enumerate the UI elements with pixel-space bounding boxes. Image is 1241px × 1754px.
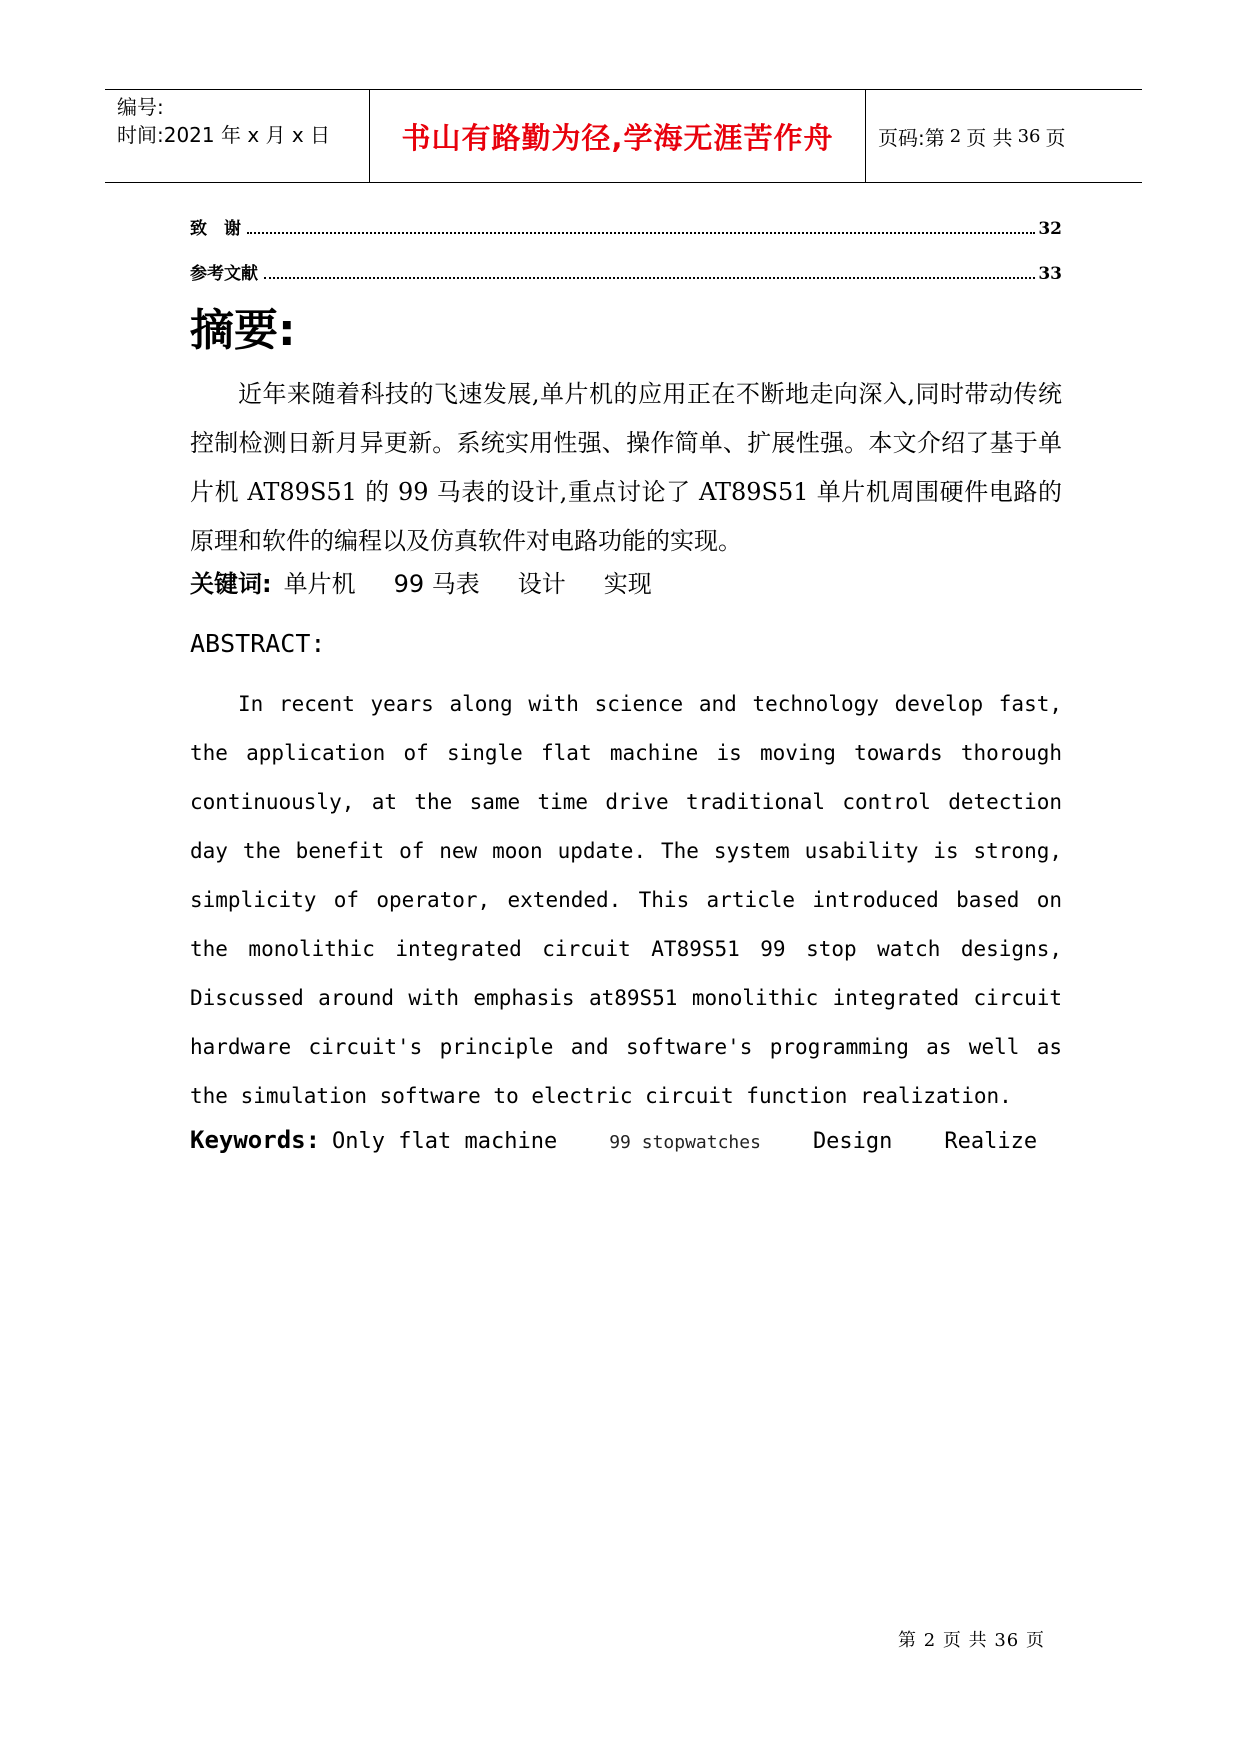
- toc-entry-title: 致 谢: [190, 219, 241, 239]
- document-number: 编号:: [117, 95, 164, 119]
- toc-entry-references[interactable]: [190, 259, 1062, 283]
- page-total: 36: [1017, 125, 1041, 147]
- keywords-en-label: Keywords:: [190, 1126, 321, 1154]
- toc-entry-title: 参考文献: [190, 264, 258, 284]
- keyword-en-item: Realize: [944, 1129, 1038, 1154]
- document-time: 时间:2021 年 x 月 x 日: [117, 123, 331, 147]
- abstract-zh-keywords: [190, 566, 690, 602]
- page-middle: 页 共: [966, 125, 1013, 150]
- page-suffix: 页: [1045, 125, 1066, 150]
- abstract-zh-body: 近年来随着科技的飞速发展,单片机的应用正在不断地走向深入,同时带动传统控制检测日新月异更新。系统实用性强、操作简单、扩展性强。本文介绍了基于单片机 AT89S51 的 99 马表的设计,重点讨论了 AT89S51 单片机周围硬件电路的原理和软件的编程以及仿真软件对电路功能的实现。: [190, 380, 1062, 555]
- keyword-en-item: Design: [812, 1129, 893, 1154]
- toc-leader-dots: [264, 276, 1035, 279]
- abstract-en-heading: ABSTRACT:: [190, 629, 326, 658]
- keyword-en-item: 99 stopwatches: [609, 1132, 761, 1153]
- keyword-zh-item: 99 马表: [393, 570, 480, 598]
- page-prefix: 页码:第: [878, 125, 945, 150]
- page-header: [105, 89, 1142, 183]
- abstract-en-body: In recent years along with science and technology develop fast, the application of single flat machine is moving towards thorough continuously, at the same time drive traditional control detection day the benefit of new moon update. The system usability is strong, simplicity of operator, extended. This article introduced based on the monolithic integrated circuit AT89S51 99 stop watch designs, Discussed around with emphasis at89S51 monolithic integrated circuit hardware circuit's principle and software's programming as well as the simulation software to electric circuit function realization.: [190, 692, 1062, 1108]
- keyword-zh-item: 设计: [517, 570, 566, 598]
- page-current: 2: [949, 125, 962, 147]
- toc-entry-acknowledgement[interactable]: [190, 214, 1062, 238]
- abstract-en-keywords: [190, 1122, 1089, 1161]
- keyword-zh-item: 实现: [603, 570, 652, 598]
- page-footer: 第 2 页 共 36 页: [898, 1630, 1045, 1651]
- header-motto: 书山有路勤为径,学海无涯苦作舟: [370, 90, 866, 182]
- keywords-zh-label: 关键词:: [190, 570, 272, 598]
- toc-entry-page: 32: [1038, 219, 1062, 239]
- toc-entry-page: 33: [1038, 264, 1062, 284]
- keyword-en-item: Only flat machine: [332, 1129, 558, 1154]
- keyword-zh-item: 单片机: [283, 570, 356, 598]
- abstract-zh-heading: 摘要:: [190, 305, 296, 356]
- toc-leader-dots: [247, 231, 1035, 234]
- header-meta: [105, 90, 370, 182]
- header-page-info: [866, 90, 1142, 182]
